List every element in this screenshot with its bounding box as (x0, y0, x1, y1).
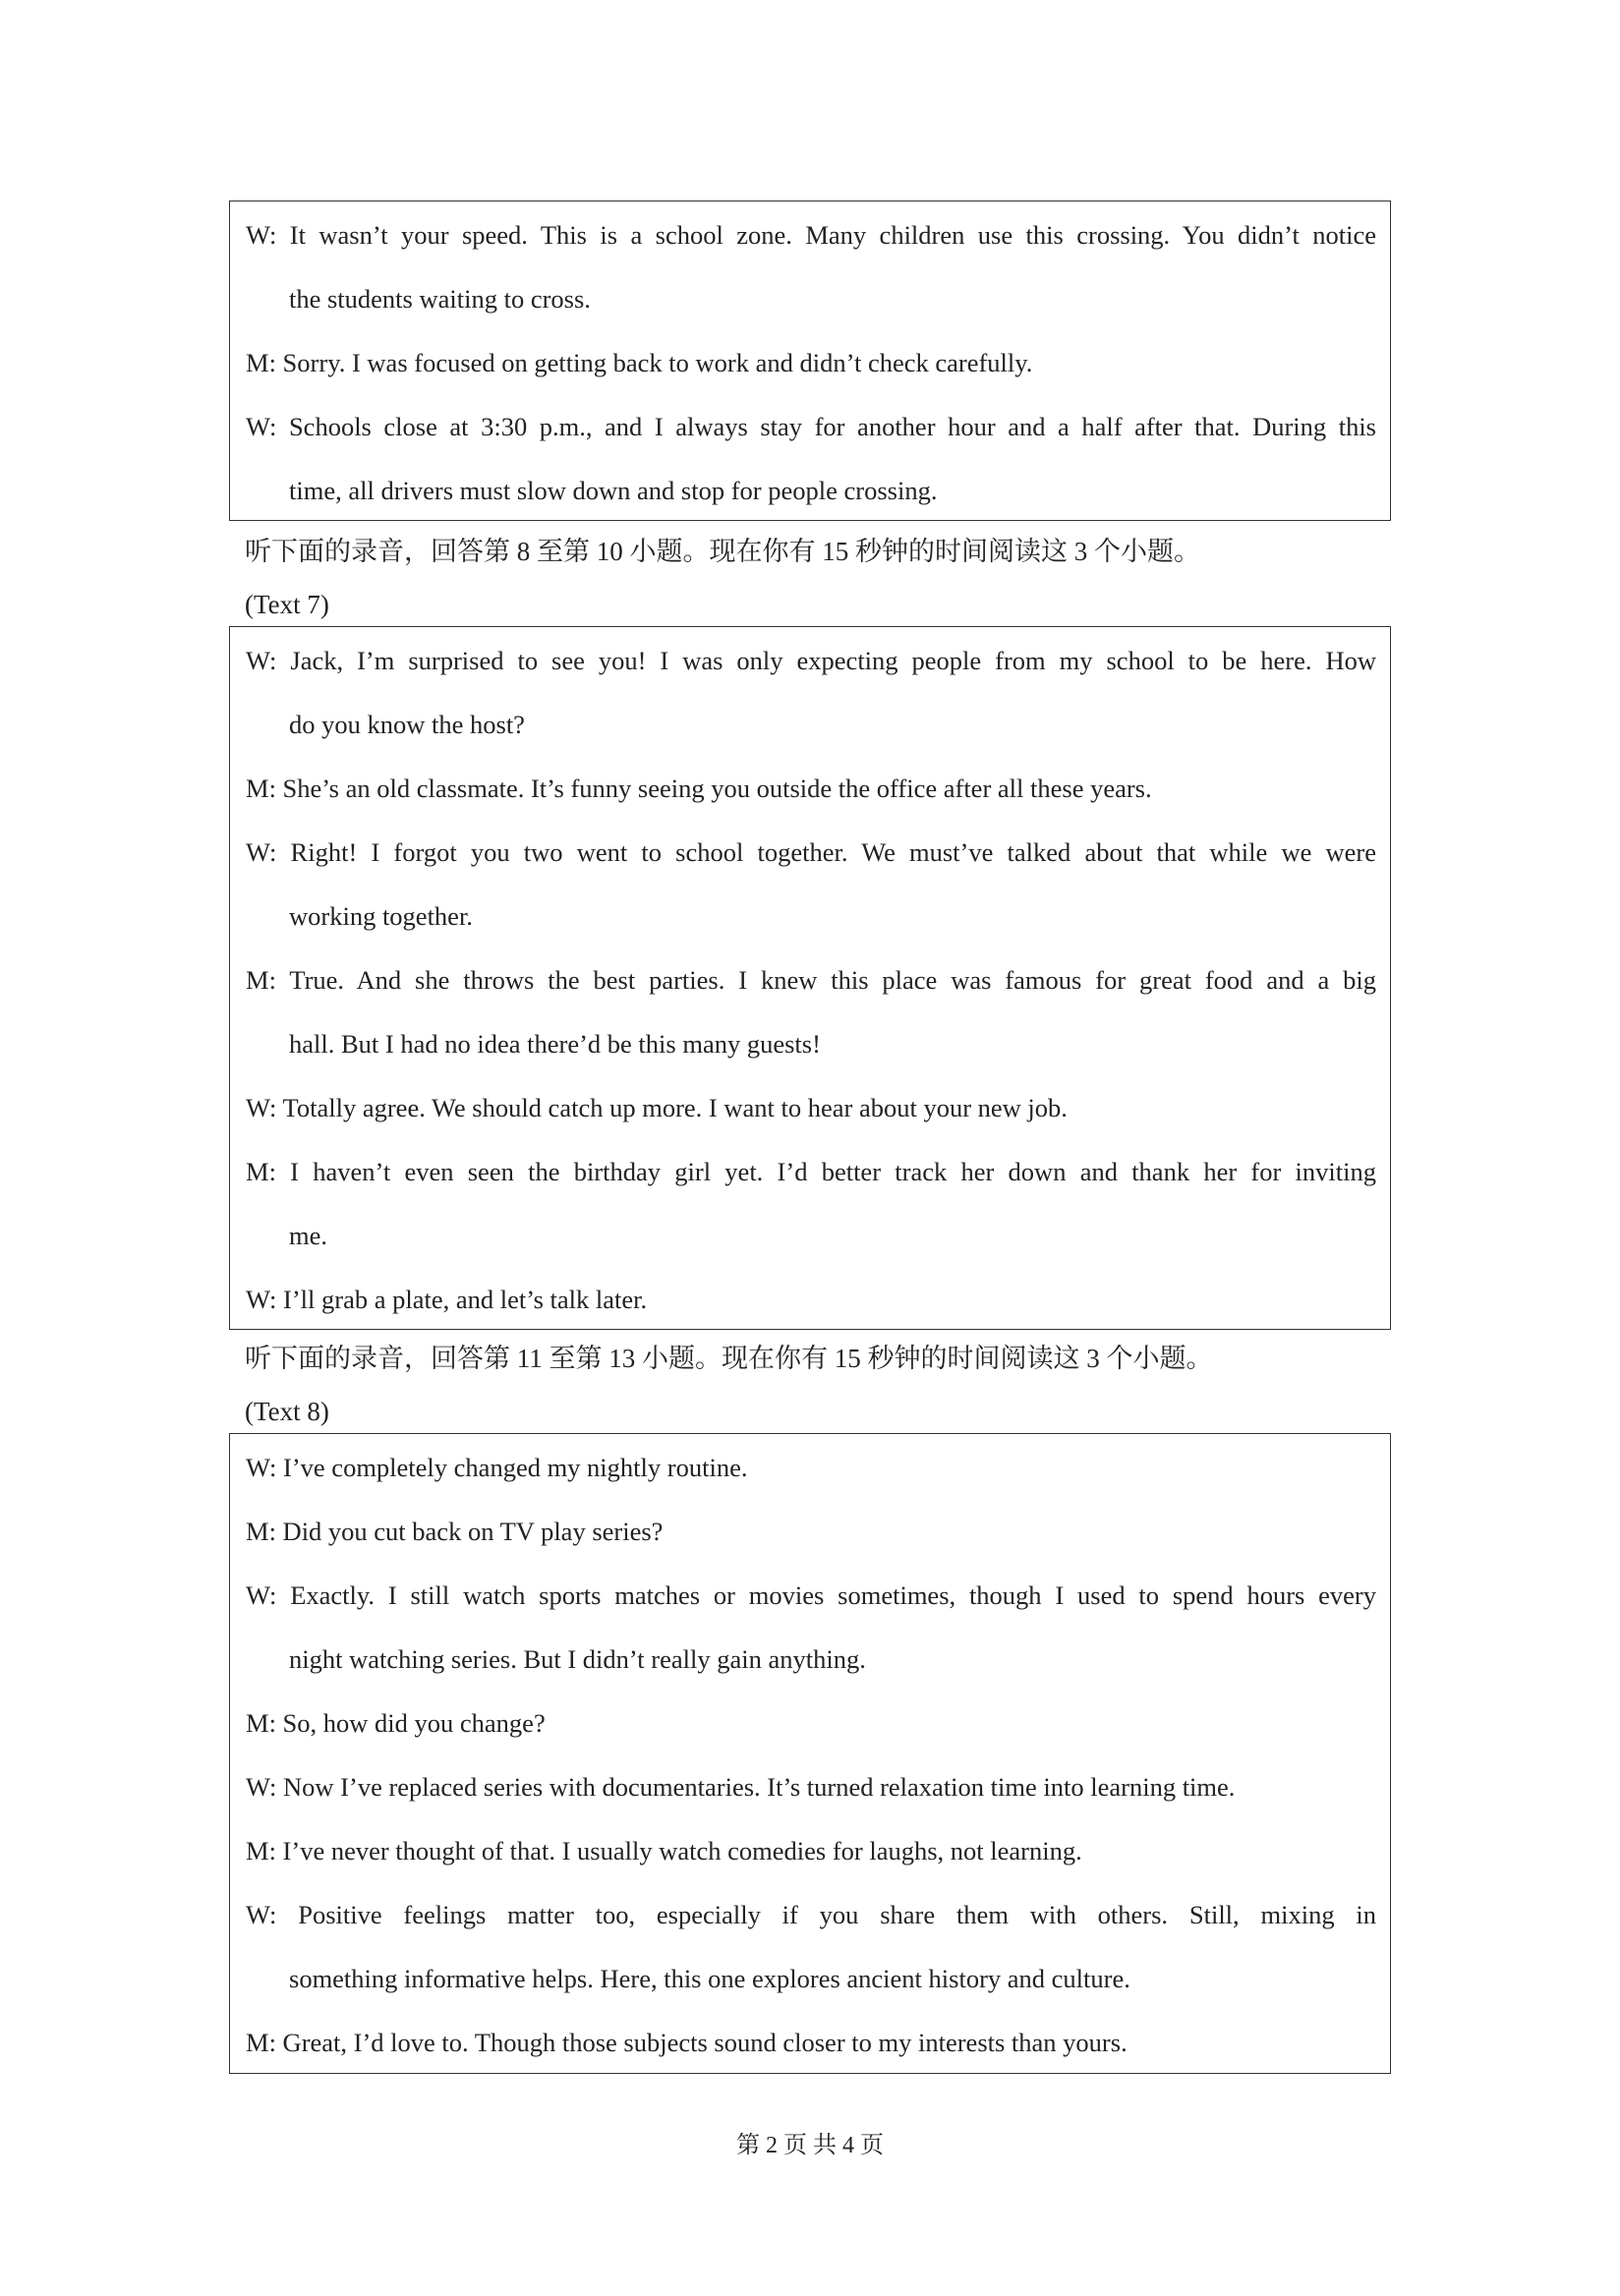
dialogue-line: do you know the host? (289, 710, 525, 739)
dialogue-line: W: Totally agree. We should catch up more. I want to hear about your new job. (246, 1093, 1068, 1122)
dialogue-line: me. (289, 1221, 327, 1250)
dialogue-line: M: Did you cut back on TV play series? (246, 1517, 664, 1546)
dialogue-line: night watching series. But I didn’t really gain anything. (289, 1644, 866, 1674)
dialogue-line: W: Schools close at 3:30 p.m., and I always stay for another hour and a half after that. During this (246, 412, 1376, 441)
dialogue-line: working together. (289, 901, 473, 931)
dialogue-line: W: It wasn’t your speed. This is a school zone. Many children use this crossing. You didn’t notice (246, 220, 1376, 250)
text8-label: (Text 8) (245, 1397, 329, 1426)
dialogue-line: W: I’ve completely changed my nightly routine. (246, 1453, 748, 1482)
dialogue-line: M: So, how did you change? (246, 1708, 546, 1738)
dialogue-line: W: Right! I forgot you two went to school together. We must’ve talked about that while we were (246, 837, 1376, 867)
dialogue-line: time, all drivers must slow down and stop for people crossing. (289, 476, 938, 505)
dialogue-box-text8 (229, 1433, 1391, 2074)
page-number: 第 2 页 共 4 页 (736, 2133, 884, 2158)
dialogue-line: something informative helps. Here, this one explores ancient history and culture. (289, 1964, 1130, 1993)
dialogue-line: W: Positive feelings matter too, especially if you share them with others. Still, mixing in (246, 1900, 1376, 1929)
dialogue-line: M: She’s an old classmate. It’s funny seeing you outside the office after all these years. (246, 774, 1152, 803)
dialogue-line: M: True. And she throws the best parties. I knew this place was famous for great food and a big (246, 965, 1376, 995)
dialogue-box-text7 (229, 626, 1391, 1330)
dialogue-line: W: I’ll grab a plate, and let’s talk later. (246, 1285, 648, 1314)
dialogue-line: M: I haven’t even seen the birthday girl yet. I’d better track her down and thank her for inviting (246, 1157, 1376, 1186)
dialogue-line: the students waiting to cross. (289, 284, 591, 314)
instruction-text-11-13: 听下面的录音，回答第 11 至第 13 小题。现在你有 15 秒钟的时间阅读这 3 个小题。 (245, 1344, 1213, 1373)
dialogue-line: W: Exactly. I still watch sports matches or movies sometimes, though I used to spend hours every (246, 1580, 1376, 1610)
dialogue-line: hall. But I had no idea there’d be this many guests! (289, 1029, 821, 1059)
dialogue-line: M: Great, I’d love to. Though those subjects sound closer to my interests than yours. (246, 2028, 1128, 2057)
dialogue-line: M: Sorry. I was focused on getting back to work and didn’t check carefully. (246, 348, 1033, 377)
dialogue-line: W: Jack, I’m surprised to see you! I was only expecting people from my school to be here. How (246, 646, 1376, 675)
instruction-text-8-10: 听下面的录音，回答第 8 至第 10 小题。现在你有 15 秒钟的时间阅读这 3 个小题。 (245, 537, 1200, 566)
dialogue-box-text6 (229, 201, 1391, 521)
dialogue-line: M: I’ve never thought of that. I usually watch comedies for laughs, not learning. (246, 1836, 1082, 1866)
text7-label: (Text 7) (245, 590, 329, 619)
dialogue-line: W: Now I’ve replaced series with documentaries. It’s turned relaxation time into learning time. (246, 1772, 1236, 1802)
